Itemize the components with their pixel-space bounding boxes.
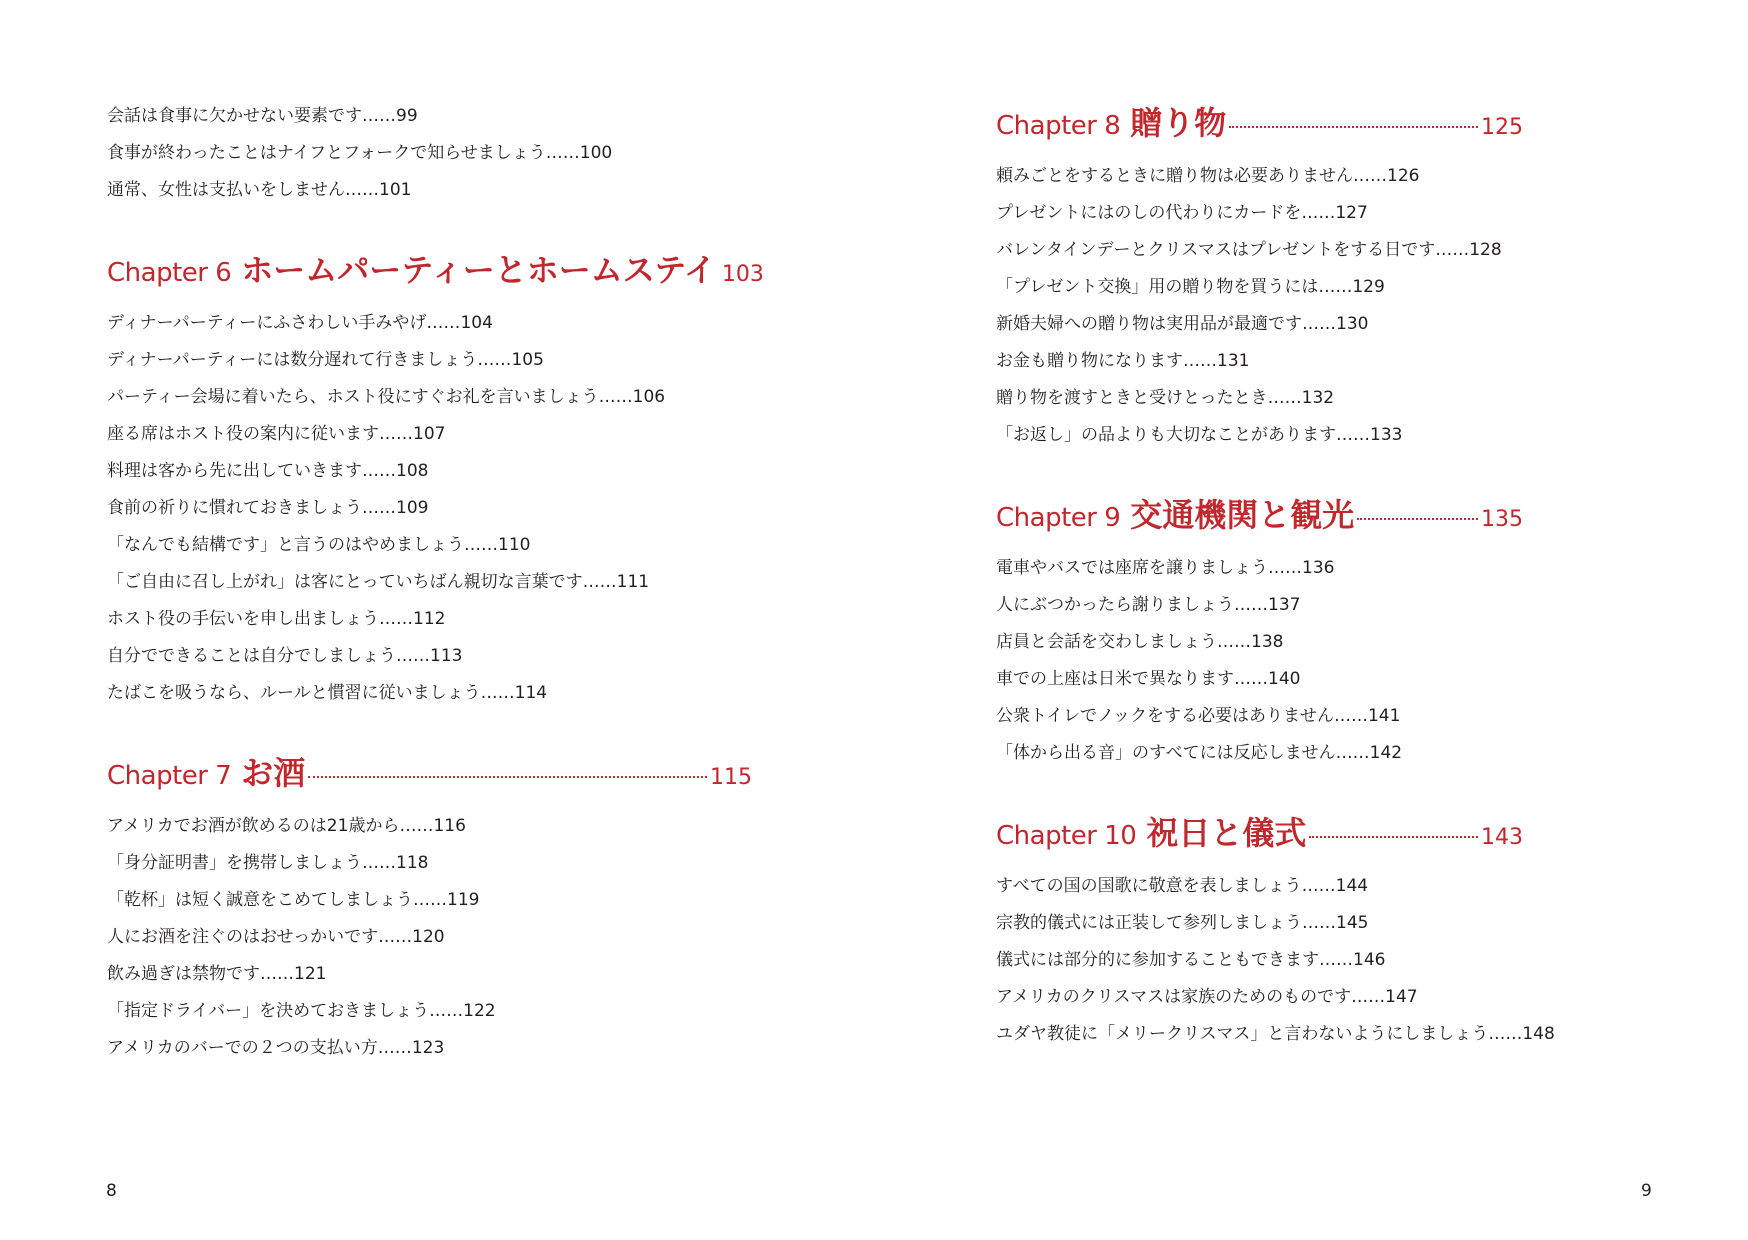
toc-entry: ホスト役の手伝いを申し出ましょう……112	[107, 609, 446, 629]
toc-entry: 「身分証明書」を携帯しましょう……118	[107, 853, 429, 873]
toc-entry: アメリカのクリスマスは家族のためのものです……147	[996, 987, 1418, 1007]
toc-entry: 電車やバスでは座席を譲りましょう……136	[996, 558, 1335, 578]
toc-entry: 食事が終わったことはナイフとフォークで知らせましょう……100	[107, 143, 613, 163]
toc-entry: アメリカのバーでの２つの支払い方……123	[107, 1038, 445, 1058]
toc-entry: 料理は客から先に出していきます……108	[107, 461, 429, 481]
toc-entry: 「プレゼント交換」用の贈り物を買うには……129	[996, 277, 1385, 297]
toc-right-column	[996, 98, 1555, 1053]
toc-entry: すべての国の国歌に敬意を表しましょう……144	[996, 876, 1369, 896]
page-number-right: 9	[1641, 1181, 1652, 1201]
toc-entry: 人にお酒を注ぐのはおせっかいです……120	[107, 927, 445, 947]
chapter-label: Chapter 10	[996, 821, 1137, 851]
chapter-label: Chapter 9	[996, 503, 1121, 533]
chapter-title: 祝日と儀式	[1146, 814, 1307, 852]
chapter-label: Chapter 6	[107, 258, 232, 288]
chapter-page-number: 125	[1481, 115, 1523, 140]
chapter-page-number: 135	[1481, 507, 1523, 532]
chapter-title: 贈り物	[1130, 104, 1227, 142]
toc-entry: たばこを吸うなら、ルールと慣習に従いましょう……114	[107, 683, 548, 703]
toc-left-column	[107, 98, 764, 1067]
toc-entry: プレゼントにはのしの代わりにカードを……127	[996, 203, 1368, 223]
chapter-title: 交通機関と観光	[1130, 496, 1355, 534]
toc-entry: 食前の祈りに慣れておきましょう……109	[107, 498, 429, 518]
toc-entry: 通常、女性は支払いをしません……101	[107, 180, 412, 200]
dot-leader	[1229, 126, 1478, 128]
toc-entry: 車での上座は日米で異なります……140	[996, 669, 1301, 689]
toc-entry: ディナーパーティーにふさわしい手みやげ……104	[107, 313, 493, 333]
right-page	[874, 0, 1748, 1240]
toc-entry: 贈り物を渡すときと受けとったとき……132	[996, 388, 1335, 408]
chapter-heading-7	[107, 748, 752, 798]
toc-entry: パーティー会場に着いたら、ホスト役にすぐお礼を言いましょう……106	[107, 387, 666, 407]
toc-entry: お金も贈り物になります……131	[996, 351, 1250, 371]
chapter-page-number: 115	[710, 765, 752, 790]
toc-entry: 人にぶつかったら謝りましょう……137	[996, 595, 1301, 615]
chapter-heading-8	[996, 98, 1523, 148]
chapter-page-number: 143	[1481, 825, 1523, 850]
chapter-title: ホームパーティーとホームステイ	[241, 251, 716, 289]
toc-entry: 店員と会話を交わしましょう……138	[996, 632, 1284, 652]
toc-entry: 飲み過ぎは禁物です……121	[107, 964, 327, 984]
toc-entry: 新婚夫婦への贈り物は実用品が最適です……130	[996, 314, 1369, 334]
chapter-heading-9	[996, 490, 1523, 540]
toc-entry: ユダヤ教徒に「メリークリスマス」と言わないようにしましょう……148	[996, 1024, 1555, 1044]
toc-entry: 「ご自由に召し上がれ」は客にとっていちばん親切な言葉です……111	[107, 572, 650, 592]
page-number-left: 8	[106, 1181, 117, 1201]
chapter-heading-6	[107, 245, 764, 295]
toc-entry: 「乾杯」は短く誠意をこめてしましょう……119	[107, 890, 480, 910]
toc-entry: 会話は食事に欠かせない要素です……99	[107, 106, 418, 126]
dot-leader	[1309, 836, 1478, 838]
toc-entry: 「体から出る音」のすべてには反応しません……142	[996, 743, 1403, 763]
toc-entry: 「なんでも結構です」と言うのはやめましょう……110	[107, 535, 531, 555]
toc-entry: 自分でできることは自分でしましょう……113	[107, 646, 463, 666]
toc-entry: 宗教的儀式には正装して参列しましょう……145	[996, 913, 1369, 933]
toc-entry: 座る席はホスト役の案内に従います……107	[107, 424, 446, 444]
toc-entry: 儀式には部分的に参加することもできます……146	[996, 950, 1386, 970]
dot-leader	[308, 776, 707, 778]
chapter-page-number: 103	[721, 262, 764, 287]
toc-entry: バレンタインデーとクリスマスはプレゼントをする日です……128	[996, 240, 1502, 260]
chapter-label: Chapter 8	[996, 111, 1121, 141]
chapter-label: Chapter 7	[107, 761, 232, 791]
toc-entry: 「お返し」の品よりも大切なことがあります……133	[996, 425, 1403, 445]
toc-entry: 頼みごとをするときに贈り物は必要ありません……126	[996, 166, 1420, 186]
dot-leader	[1357, 518, 1478, 520]
toc-entry: 公衆トイレでノックをする必要はありません……141	[996, 706, 1401, 726]
toc-entry: アメリカでお酒が飲めるのは21歳から……116	[107, 816, 466, 836]
chapter-heading-10	[996, 808, 1523, 858]
toc-entry: ディナーパーティーには数分遅れて行きましょう……105	[107, 350, 544, 370]
toc-entry: 「指定ドライバー」を決めておきましょう……122	[107, 1001, 496, 1021]
chapter-title: お酒	[241, 754, 306, 792]
